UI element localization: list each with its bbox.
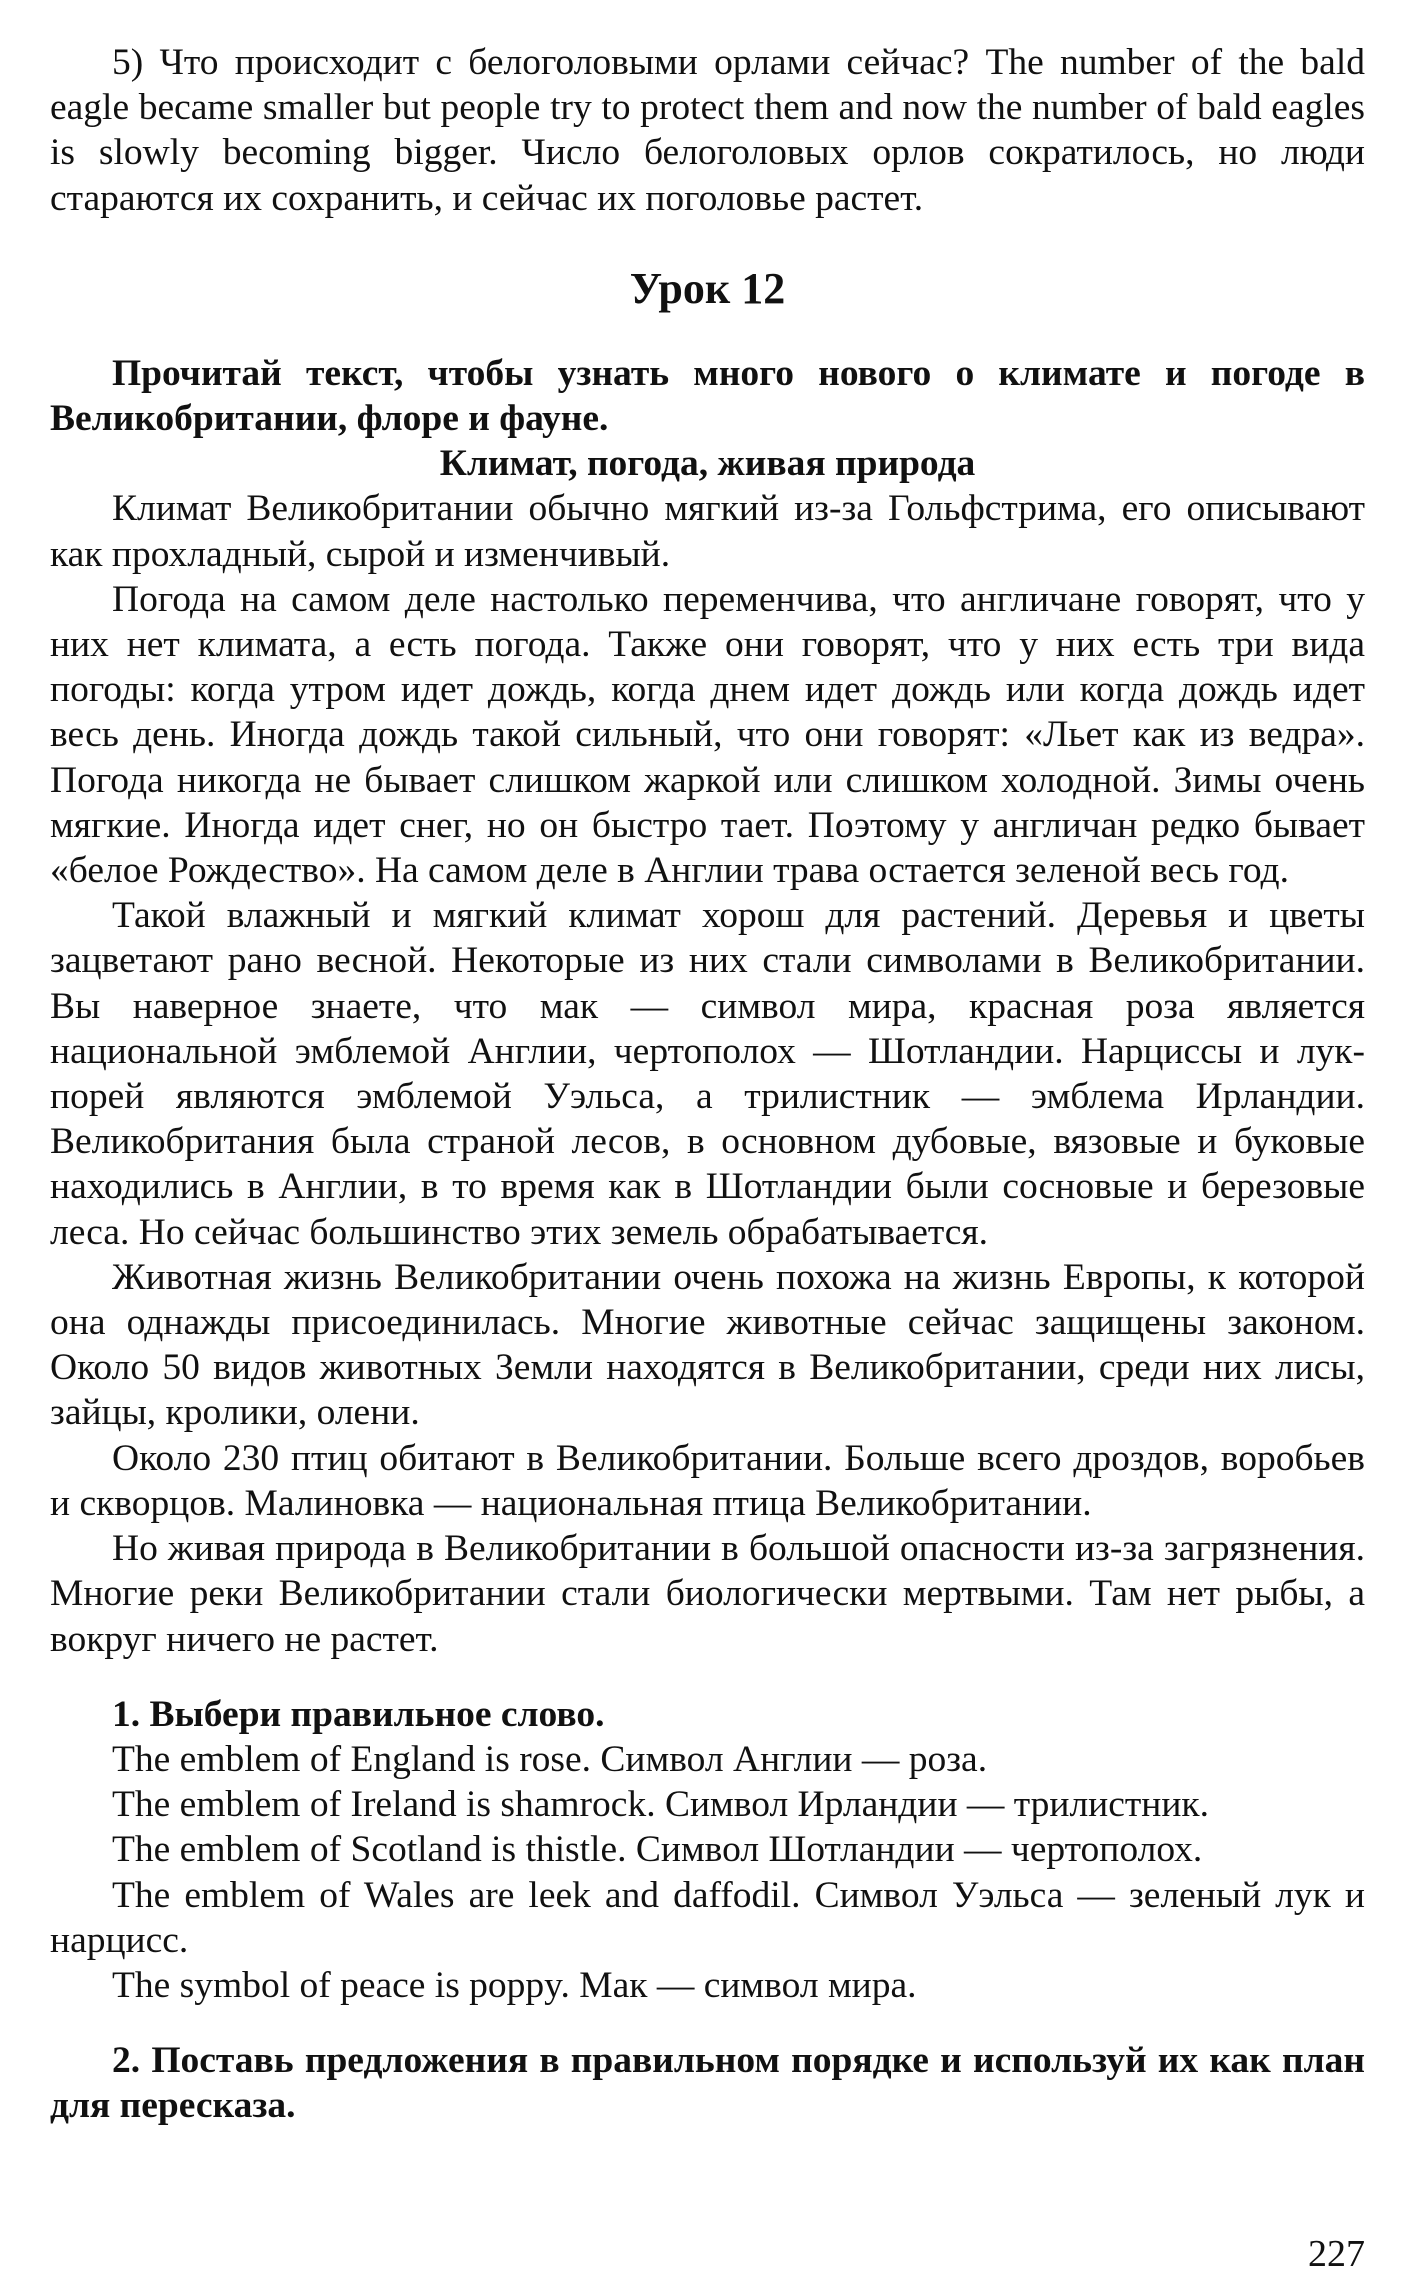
document-page [50,40,1365,2129]
page-number: 227 [1308,2233,1365,2275]
text-paragraph: Такой влажный и мягкий климат хорош для растений. Деревья и цветы зацветают рано весной. Некоторые из них стали символами в Великобритании. Вы наверное знаете, что мак — символ мира, красная роза является национальной эмблемой Англии, чертополох — Шотландии. Нарциссы и лук-порей являются эмблемой Уэльса, а трилистник — эмблема Ирландии. Великобритания была страной лесов, в основном дубовые, вязовые и буковые находились в Англии, в то время как в Шотландии были сосновые и березовые леса. Но сейчас большинство этих земель обрабатывается. [50,895,1365,1253]
text-title: Климат, погода, живая природа [439,443,976,485]
text-paragraph: Животная жизнь Великобритании очень похожа на жизнь Европы, к которой она однажды присоединилась. Многие животные сейчас защищены законом. Около 50 видов животных Земли находятся в Великобритании, среди них лисы, зайцы, кролики, олени. [50,1256,1365,1434]
exercise-2-title: 2. Поставь предложения в правильном порядке и используй их как план для пересказа. [50,2040,1365,2127]
text-paragraph: Около 230 птиц обитают в Великобритании. Больше всего дроздов, воробьев и скворцов. Малиновка — национальная птица Великобритании. [50,1437,1365,1524]
exercise-1-line: The emblem of Scotland is thistle. Символ Шотландии — чертополох. [112,1829,1203,1871]
exercise-1-line: The emblem of Wales are leek and daffodil. Символ Уэльса — зеленый лук и нарцисс. [50,1874,1365,1961]
exercise-1-title: 1. Выбери правильное слово. [112,1693,605,1735]
exercise-1-line: The emblem of Ireland is shamrock. Символ Ирландии — трилистник. [112,1784,1209,1826]
text-paragraph: Климат Великобритании обычно мягкий из-за Гольфстрима, его описывают как прохладный, сырой и изменчивый. [50,488,1365,575]
exercise-1-line: The emblem of England is rose. Символ Англии — роза. [112,1738,988,1780]
task-intro: Прочитай текст, чтобы узнать много нового о климате и погоде в Великобритании, флоре и фауне. [50,352,1365,440]
top-paragraph: 5) Что происходит с белоголовыми орлами сейчас? The number of the bald eagle became smaller but people try to protect them and now the number of bald eagles is slowly becoming bigger. Число белоголовых орлов сократилось, но люди стараются их сохранить, и сейчас их поголовье растет. [50,42,1365,219]
text-paragraph: Но живая природа в Великобритании в большой опасности из-за загрязнения. Многие реки Великобритании стали биологически мертвыми. Там нет рыбы, а вокруг ничего не растет. [50,1528,1365,1660]
text-paragraph: Погода на самом деле настолько переменчива, что англичане говорят, что у них нет климата, а есть погода. Также они говорят, что у них есть три вида погоды: когда утром идет дождь, когда днем идет дождь или когда дождь идет весь день. Иногда дождь такой сильный, что они говорят: «Льет как из ведра». Погода никогда не бывает слишком жаркой или слишком холодной. Зимы очень мягкие. Иногда идет снег, но он быстро тает. Поэтому у англичан редко бывает «белое Рождество». На самом деле в Англии трава остается зеленой весь год. [50,578,1365,892]
exercise-1-line: The symbol of peace is poppy. Мак — символ мира. [112,1964,917,2006]
lesson-title: Урок 12 [629,263,786,313]
